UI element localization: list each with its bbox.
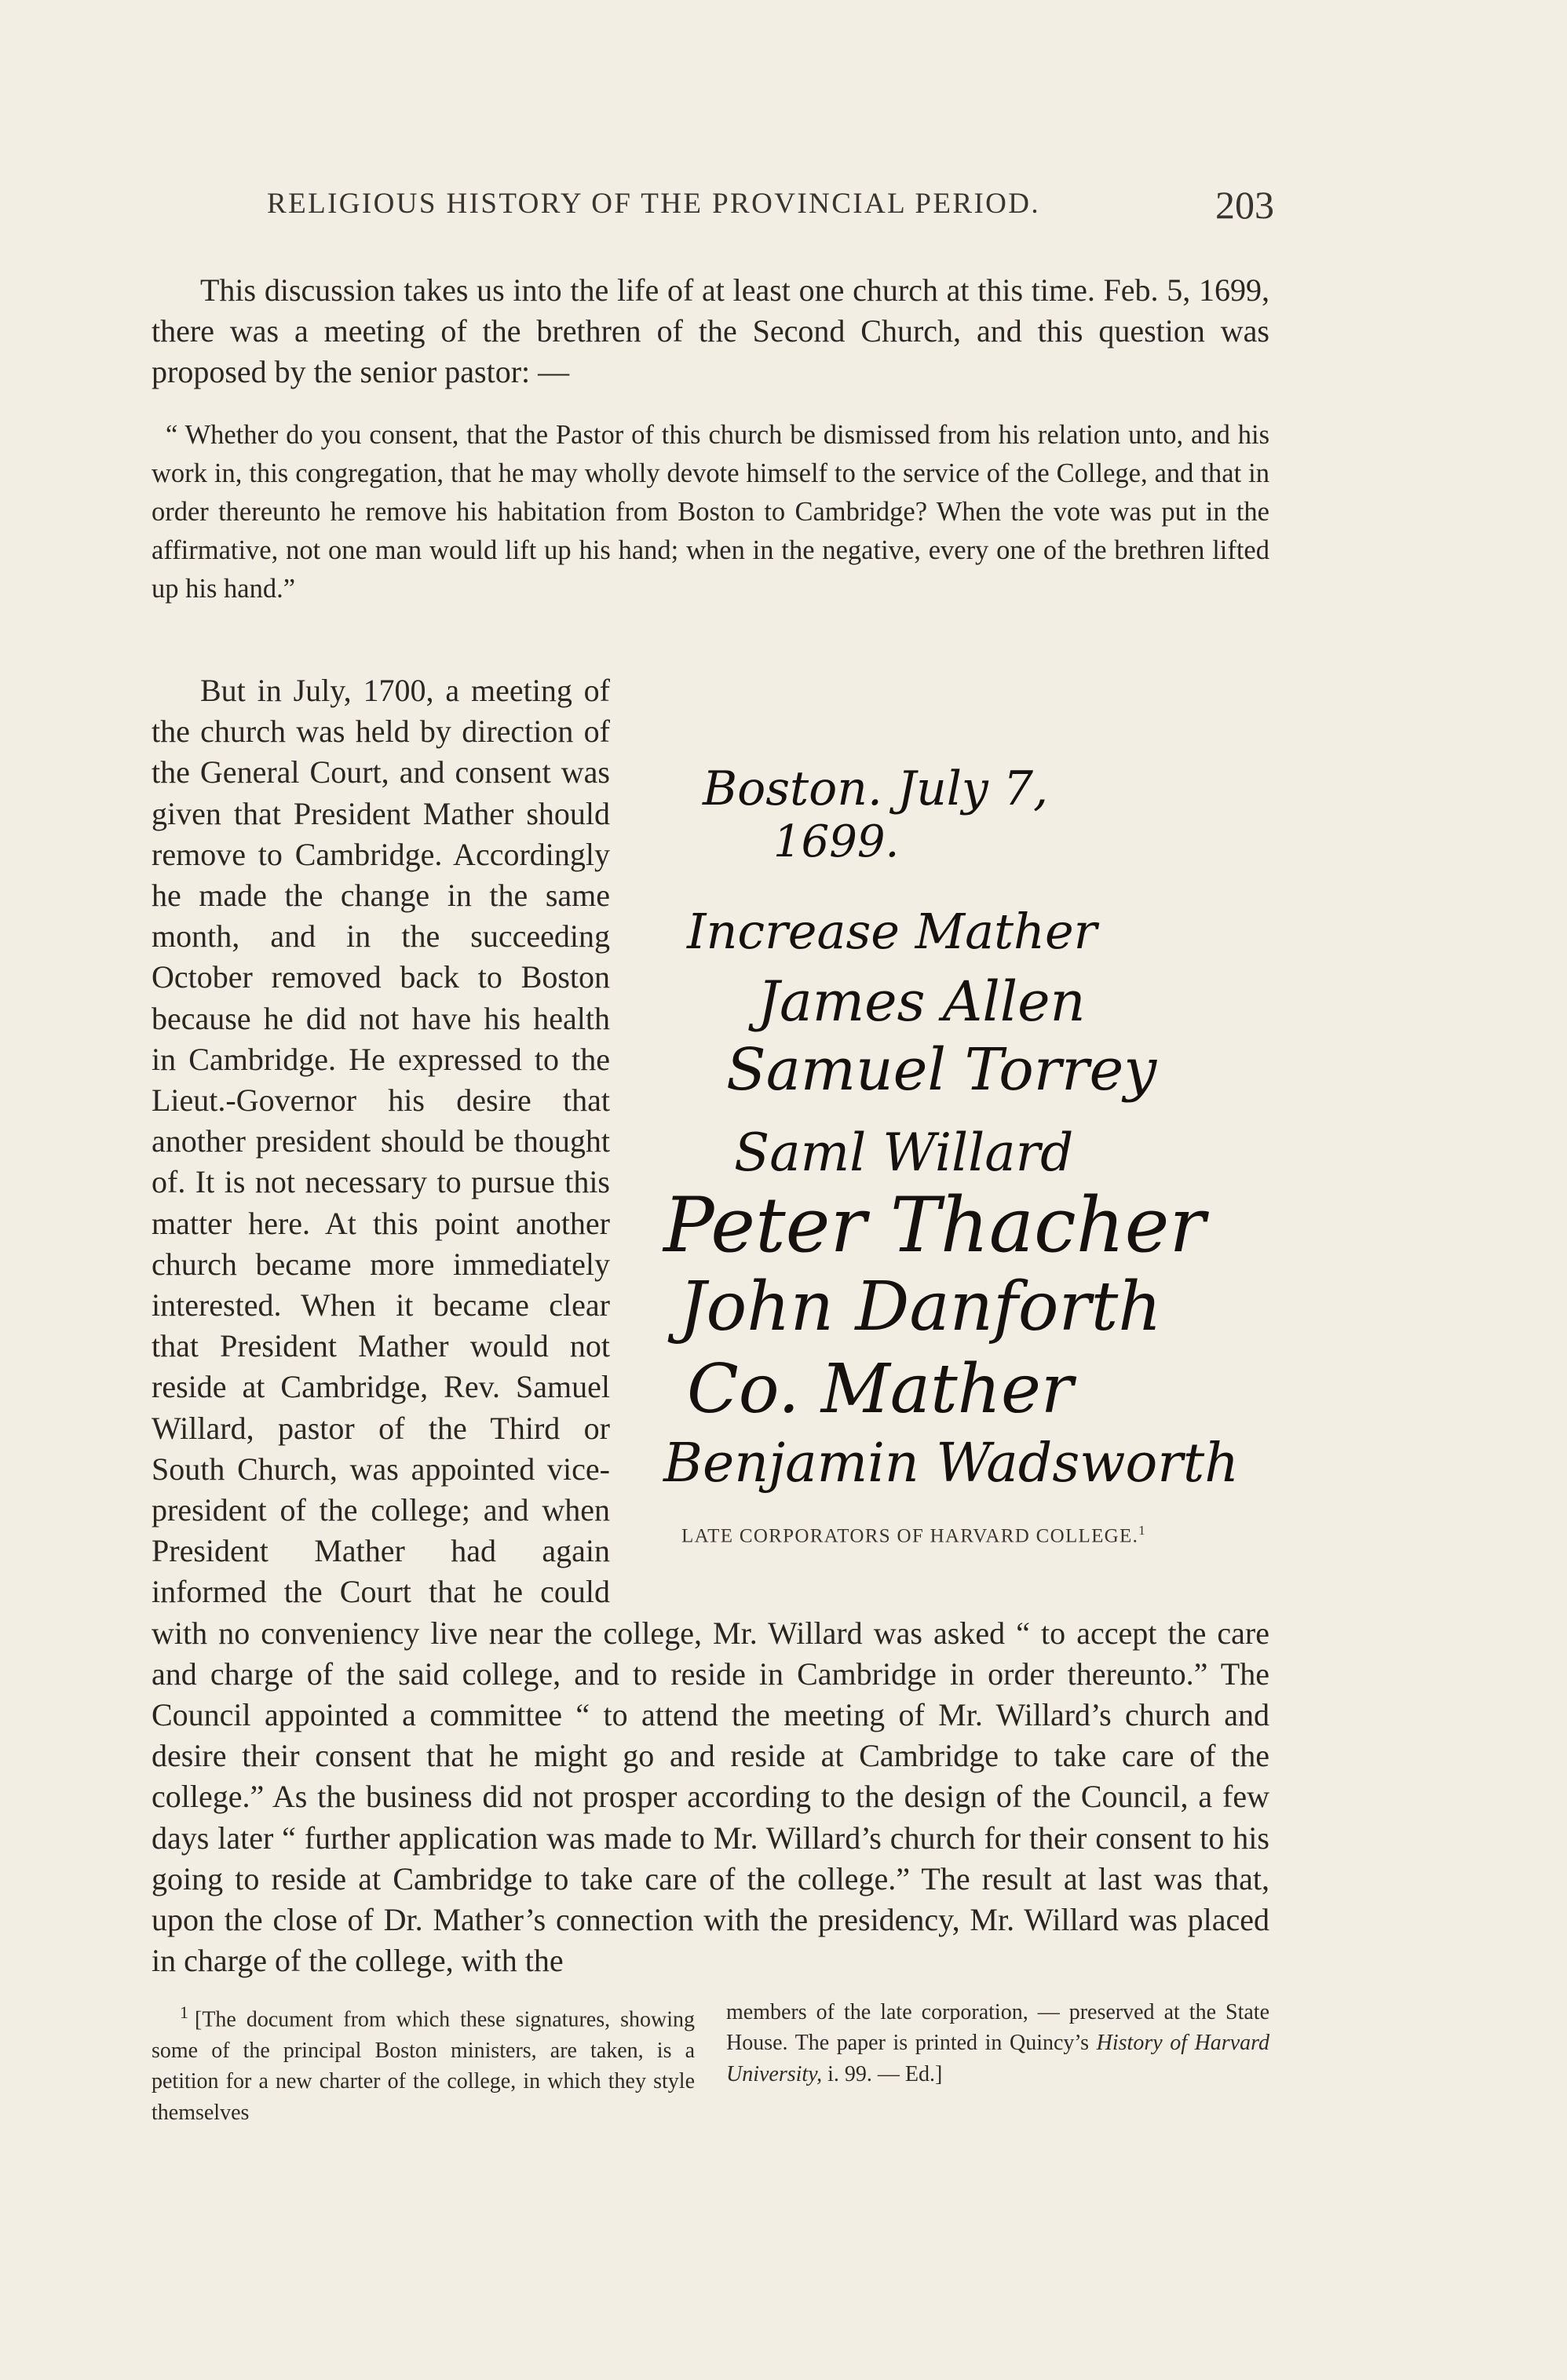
signatures-figure xyxy=(640,754,1291,1558)
signature-samuel-torrey: Samuel Torrey xyxy=(726,1036,1157,1104)
figure-caption xyxy=(681,1523,1309,1547)
signature-peter-thacher: Peter Thacher xyxy=(663,1181,1206,1269)
signature-date-line: Boston. July 7, xyxy=(703,761,1049,816)
block-quote: “ Whether do you consent, that the Pastor of this church be dismissed from his relation unto, and his work in, this congregation, that he may wholly devote himself to the service of the College, and that in order thereunto he remove his habitation from Boston to Cambridge? When the vote was put in the affirmative, not one man would lift up his hand; when in the negative, every one of the brethren lifted up his hand.” xyxy=(152,420,1269,604)
paragraph-1: This discussion takes us into the life of at least one church at this time. Feb. 5, 1699, there was a meeting of the brethren of the Second Church, and this question was proposed by the senior pastor: — xyxy=(152,272,1269,390)
signature-increase-mather: Increase Mather xyxy=(687,903,1098,960)
signature-john-danforth: John Danforth xyxy=(679,1268,1162,1346)
figure-caption-text: LATE CORPORATORS OF HARVARD COLLEGE. xyxy=(681,1525,1139,1547)
footnote-mark: 1 xyxy=(180,2002,188,2022)
footnote-text-1: [The document from which these signatures, showing some of the principal Boston ministers, are taken, is a petition for a new charter of the college, in which they style themselves xyxy=(152,2007,695,2125)
running-title: RELIGIOUS HISTORY OF THE PROVINCIAL PERIOD. xyxy=(267,188,1041,220)
footnote-book-title: History of Harvard University, xyxy=(726,2031,1269,2086)
signature-cotton-mather: Co. Mather xyxy=(687,1350,1074,1429)
page-number: 203 xyxy=(1215,183,1274,227)
footnote-text-2b: i. 99. — Ed.] xyxy=(822,2061,943,2086)
footnote-text-2a: members of the late corporation, — preserved at the State House. The paper is printed in Quincy’s xyxy=(726,2000,1269,2056)
paragraph-2: But in July, 1700, a meeting of the church was held by direction of the General Court, and consent was given that President Mather should remove to Cambridge. Accordingly he made the change in the same month, and in the succeeding October removed back to Boston because he did not have his health in Cambridge. He expressed to the Lieut.-Governor his desire that another president should be thought of. It is not necessary to pursue this matter here. At this point another church became more immediately interested. When it became clear that President Mather would not reside at Cambridge, Rev. Samuel Willard, pastor of the Third or South Church, was appointed vice-president of the college; and when President Mather had again informed the Court that he could with no conveniency live near the college, Mr. Willard was asked “ to accept the care and charge of the said college, and to reside in Cambridge in order thereunto.” The Council appointed a committee “ to attend the meeting of Mr. Willard’s church and desire their consent that he might go and reside at Cambridge to take care of the college.” As the business did not prosper according to the design of the Council, a few days later “ further application was made to Mr. Willard’s church for their consent to his going to reside at Cambridge to take care of the college.” The result at last was that, upon the close of Dr. Mather’s connection with the presidency, Mr. Willard was placed in charge of the college, with the xyxy=(152,673,1269,1979)
signature-samuel-willard: Saml Willard xyxy=(734,1122,1074,1183)
footnote-column-1 xyxy=(152,1997,695,2128)
footnotes xyxy=(152,1997,1269,2128)
footnote-reference: 1 xyxy=(1138,1523,1146,1538)
signature-james-allen: James Allen xyxy=(758,969,1086,1034)
signature-benjamin-wadsworth: Benjamin Wadsworth xyxy=(663,1433,1239,1495)
signature-year: 1699. xyxy=(773,816,900,867)
footnote-column-2 xyxy=(726,1997,1269,2128)
